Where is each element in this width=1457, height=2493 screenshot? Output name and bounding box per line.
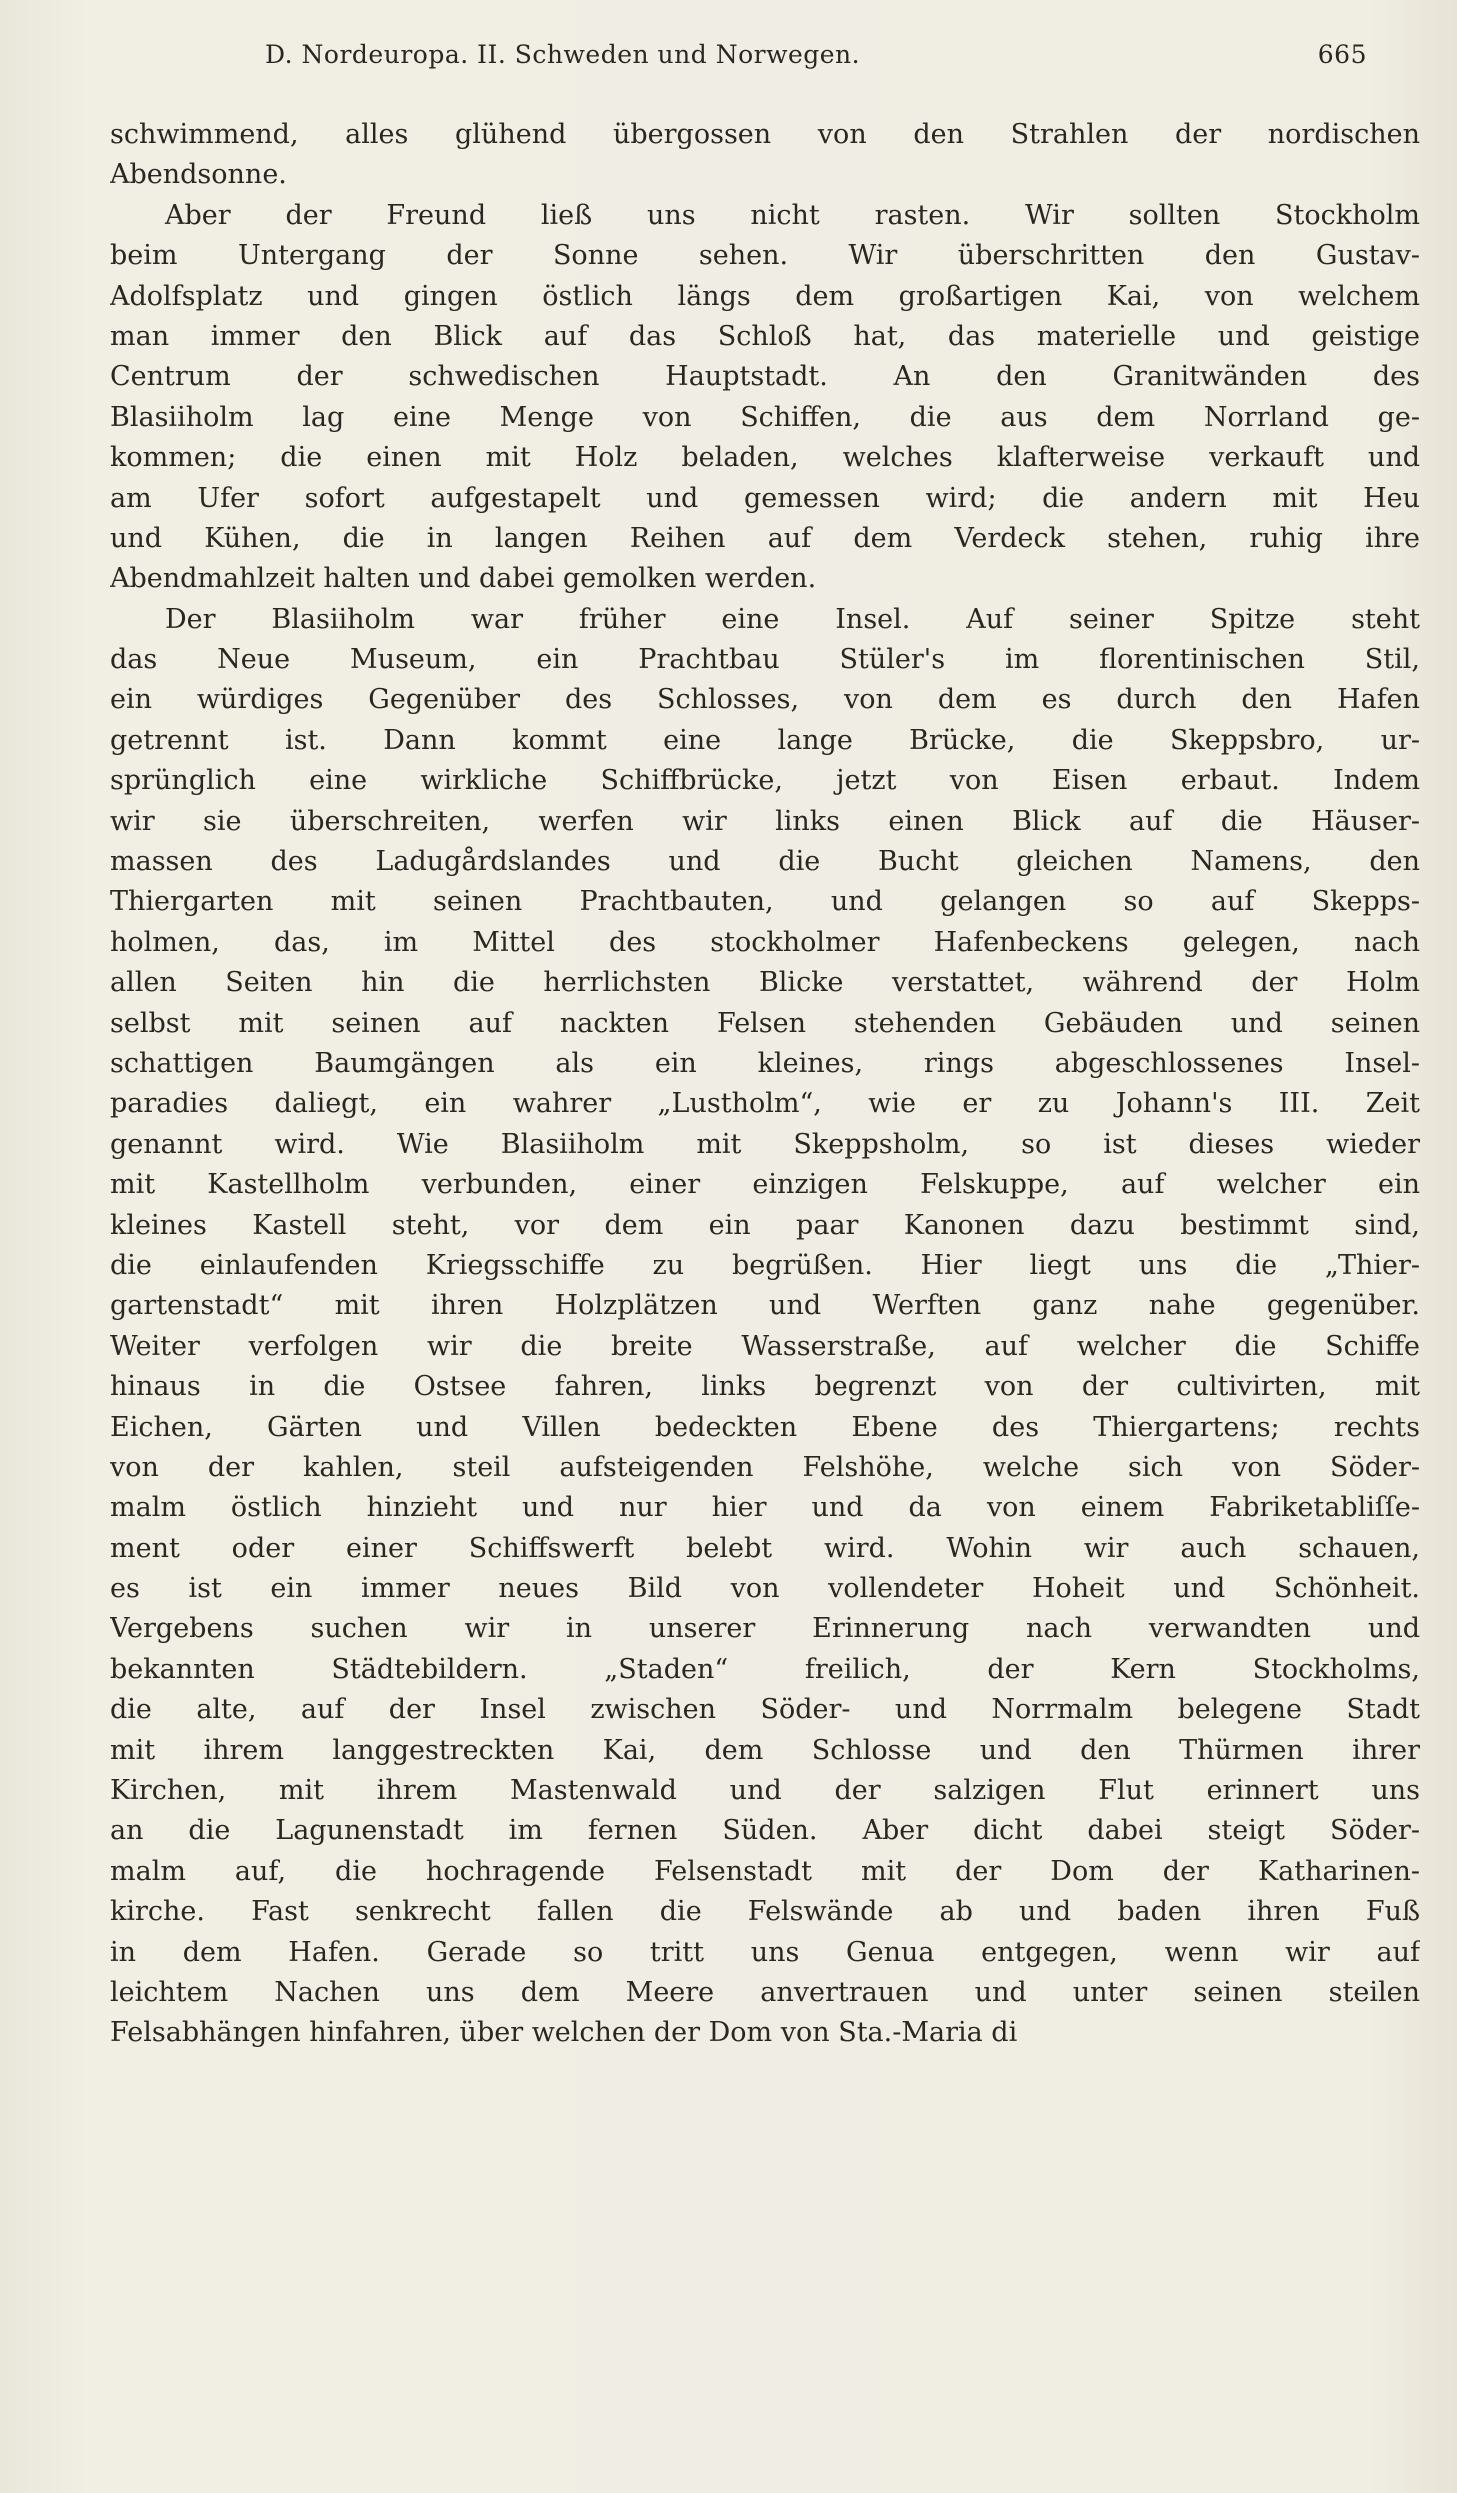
paragraph [110,196,1420,600]
text-line: paradies daliegt, ein wahrer „Lustholm“, wie er zu Johann's III. Zeit [110,1088,1420,1120]
text-line: die alte, auf der Insel zwischen Söder- und Norrmalm belegene Stadt [110,1694,1420,1726]
text-line: gartenstadt“ mit ihren Holzplätzen und Werften ganz nahe gegenüber. [110,1290,1420,1322]
text-line: Eichen, Gärten und Villen bedeckten Ebene des Thiergartens; rechts [110,1411,1420,1443]
text-line: getrennt ist. Dann kommt eine lange Brücke, die Skeppsbro, ur- [110,724,1420,756]
text-line: Adolfsplatz und gingen östlich längs dem großartigen Kai, von welchem [110,280,1420,312]
text-line: kommen; die einen mit Holz beladen, welches klafterweise verkauft und [110,442,1420,474]
text-line: kirche. Fast senkrecht fallen die Felswände ab und baden ihren Fuß [110,1896,1420,1928]
text-line: Vergebens suchen wir in unserer Erinnerung nach verwandten und [110,1613,1420,1645]
running-title: D. Nordeuropa. II. Schweden und Norwegen. [265,40,861,69]
text-line: ein würdiges Gegenüber des Schlosses, von dem es durch den Hafen [110,684,1420,716]
text-line: leichtem Nachen uns dem Meere anvertrauen und unter seinen steilen [110,1976,1420,2008]
text-line: Felsabhängen hinfahren, über welchen der Dom von Sta.-Maria di [110,2017,1018,2049]
text-line: holmen, das, im Mittel des stockholmer Hafenbeckens gelegen, nach [110,926,1420,958]
text-line: an die Lagunenstadt im fernen Süden. Aber dicht dabei steigt Söder- [110,1815,1420,1847]
text-line: schwimmend, alles glühend übergossen von den Strahlen der nordischen [110,119,1420,150]
page-header [110,40,1367,80]
text-line: Aber der Freund ließ uns nicht rasten. Wir sollten Stockholm [165,199,1420,231]
text-line: und Kühen, die in langen Reihen auf dem Verdeck stehen, ruhig ihre [110,522,1420,554]
text-line: ment oder einer Schiffswerft belebt wird. Wohin wir auch schauen, [110,1532,1420,1564]
text-line: Weiter verfolgen wir die breite Wasserstraße, auf welcher die Schiffe [110,1330,1420,1362]
text-line: sprünglich eine wirkliche Schiffbrücke, jetzt von Eisen erbaut. Indem [110,765,1420,797]
text-line: schattigen Baumgängen als ein kleines, rings abgeschlossenes Insel- [110,1047,1420,1079]
text-line: genannt wird. Wie Blasiiholm mit Skeppsholm, so ist dieses wieder [110,1128,1420,1160]
text-line: die einlaufenden Kriegsschiffe zu begrüßen. Hier liegt uns die „Thier- [110,1249,1420,1281]
text-line: Abendsonne. [110,159,287,191]
text-line: malm östlich hinzieht und nur hier und da von einem Fabriketabliſſe- [110,1492,1420,1524]
text-line: das Neue Museum, ein Prachtbau Stüler's im florentinischen Stil, [110,644,1420,676]
text-line: wir sie überschreiten, werfen wir links einen Blick auf die Häuser- [110,805,1420,837]
text-line: von der kahlen, steil aufsteigenden Felshöhe, welche sich von Söder- [110,1451,1420,1483]
text-line: am Ufer sofort aufgestapelt und gemessen wird; die andern mit Heu [110,482,1420,514]
text-line: mit ihrem langgestreckten Kai, dem Schlosse und den Thürmen ihrer [110,1734,1420,1766]
text-line: massen des Ladugårdslandes und die Bucht gleichen Namens, den [110,846,1420,878]
text-line: hinaus in die Ostsee fahren, links begrenzt von der cultivirten, mit [110,1371,1420,1403]
text-line: Thiergarten mit seinen Prachtbauten, und gelangen so auf Skepps- [110,886,1420,918]
text-line: es ist ein immer neues Bild von vollendeter Hoheit und Schönheit. [110,1573,1420,1605]
text-line: mit Kastellholm verbunden, einer einzigen Felskuppe, auf welcher ein [110,1169,1420,1201]
text-line: allen Seiten hin die herrlichsten Blicke verstattet, während der Holm [110,967,1420,999]
text-line: malm auf, die hochragende Felsenstadt mit der Dom der Katharinen- [110,1855,1420,1887]
body-text [110,115,1420,2054]
text-line: bekannten Städtebildern. „Staden“ freilich, der Kern Stockholms, [110,1653,1420,1685]
page-number: 665 [1317,40,1367,69]
text-line: beim Untergang der Sonne sehen. Wir überschritten den Gustav- [110,240,1420,272]
text-line: Blasiiholm lag eine Menge von Schiffen, die aus dem Norrland ge- [110,401,1420,433]
paragraph [110,600,1420,2054]
text-line: Centrum der schwedischen Hauptstadt. An den Granitwänden des [110,361,1420,393]
text-line: Kirchen, mit ihrem Mastenwald und der salzigen Flut erinnert uns [110,1775,1420,1807]
text-line: selbst mit seinen auf nackten Felsen stehenden Gebäuden und seinen [110,1007,1420,1039]
paragraph [110,115,1420,196]
text-line: Abendmahlzeit halten und dabei gemolken werden. [110,563,817,595]
text-line: in dem Hafen. Gerade so tritt uns Genua entgegen, wenn wir auf [110,1936,1420,1968]
text-line: kleines Kastell steht, vor dem ein paar Kanonen dazu bestimmt sind, [110,1209,1420,1241]
text-line: Der Blasiiholm war früher eine Insel. Auf seiner Spitze steht [165,603,1420,635]
text-line: man immer den Blick auf das Schloß hat, das materielle und geistige [110,320,1420,352]
